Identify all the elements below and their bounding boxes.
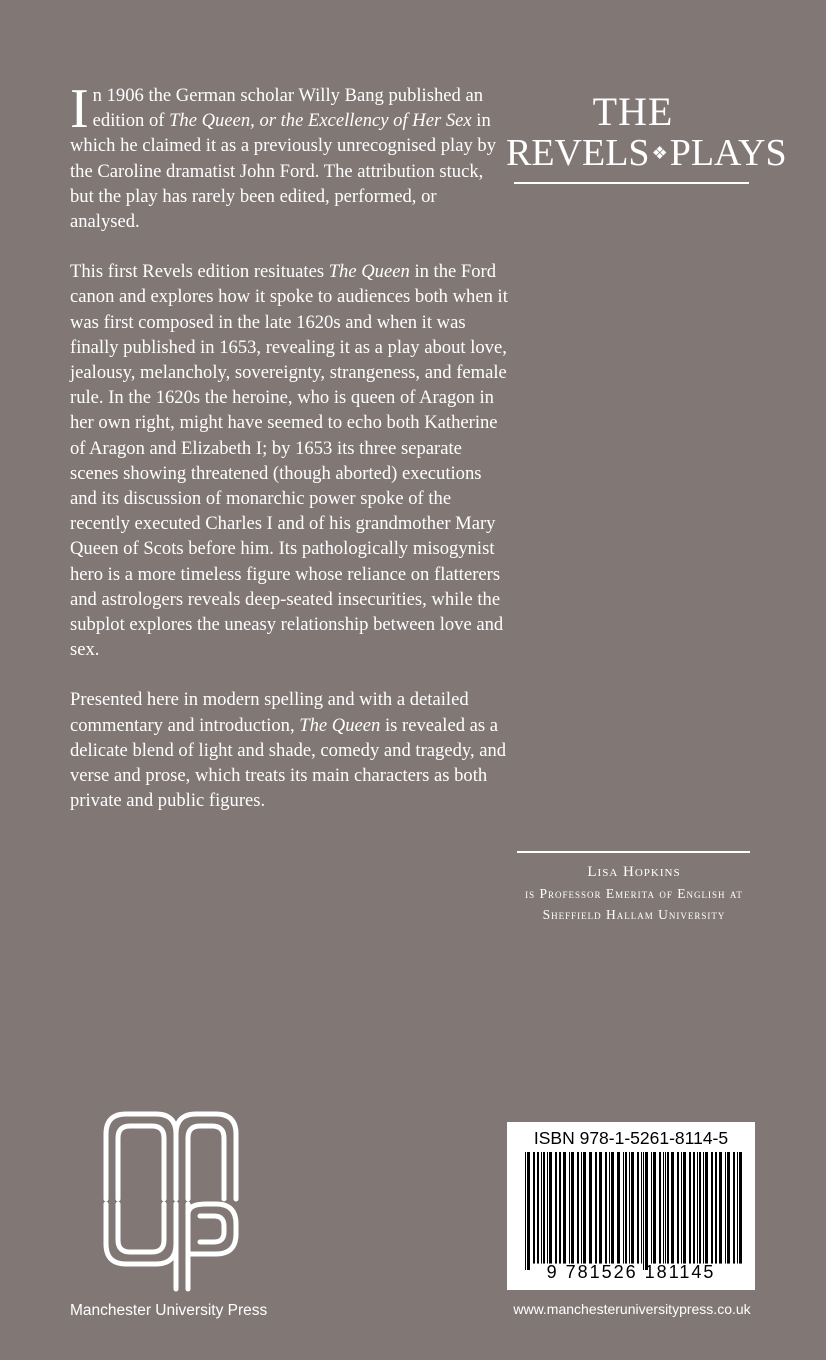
series-logo-rule bbox=[514, 182, 749, 184]
barcode-bar bbox=[599, 1152, 602, 1264]
barcode-bar bbox=[609, 1152, 610, 1264]
blurb-paragraph-1 bbox=[70, 78, 510, 234]
author-name: Lisa Hopkins bbox=[587, 864, 681, 880]
barcode-bar bbox=[549, 1152, 552, 1264]
author-bio-line-1: is Professor Emerita of English at bbox=[525, 886, 743, 901]
barcode-bar bbox=[623, 1152, 624, 1264]
blurb-p2-text-1: This first Revels edition resituates bbox=[70, 261, 329, 283]
barcode-bar bbox=[643, 1152, 644, 1270]
series-logo-line-2 bbox=[506, 132, 787, 177]
barcode-bar bbox=[569, 1152, 570, 1264]
barcode-bar bbox=[645, 1152, 648, 1270]
barcode-bar bbox=[589, 1152, 592, 1264]
barcode-bar bbox=[555, 1152, 557, 1264]
author-bio bbox=[505, 862, 763, 925]
barcode-bar bbox=[595, 1152, 597, 1264]
barcode-bar bbox=[625, 1152, 627, 1264]
barcode-bar bbox=[677, 1152, 679, 1264]
barcode-bar bbox=[727, 1152, 730, 1264]
blurb-p1-text-1: n 1906 the German scholar Willy Bang published an edition of bbox=[92, 85, 483, 132]
barcode-bar bbox=[537, 1152, 539, 1264]
blurb-paragraph-3 bbox=[70, 687, 510, 813]
barcode-bar bbox=[581, 1152, 582, 1264]
barcode-bar bbox=[693, 1152, 695, 1264]
barcode-bar bbox=[705, 1152, 708, 1264]
barcode-bar bbox=[525, 1152, 526, 1270]
blurb-p1-text-2: in which he claimed it as a previously unrecognised play by the Caroline dramatist John Ford. The attribution stuck, but the play has rarely been edited, performed, or analysed. bbox=[70, 110, 496, 233]
barcode-bar bbox=[533, 1152, 535, 1264]
isbn-label: ISBN 978-1-5261-8114-5 bbox=[533, 1128, 729, 1148]
barcode-bar bbox=[683, 1152, 686, 1264]
diamond-ornament-icon: ❖ bbox=[651, 143, 668, 164]
blurb-p2-text-2: in the Ford canon and explores how it spoke to audiences both when it was first composed in the late 1620s and when it was finally published in 1653, revealing it as a play about love, jealousy, melancholy, sovereignty, strangeness, and female rule. In the 1620s the heroine, who is queen of Aragon in her own right, might have seemed to echo both Katherine of Aragon and Elizabeth I; by 1653 its three separate scenes showing threatened (though aborted) executions and its discussion of monarchic power spoke of the recently executed Charles I and of his grandmother Mary Queen of Scots before him. Its pathologically misogynist hero is a more timeless figure whose reliance on flatterers and astrologers reveals deep-seated insecurities, while the subplot explores the uneasy relationship between love and sex. bbox=[70, 261, 508, 661]
barcode-bar bbox=[547, 1152, 548, 1264]
barcode-bar bbox=[737, 1152, 738, 1264]
blurb-p3-text-1: Presented here in modern spelling and with a detailed commentary and introduction, bbox=[70, 689, 469, 736]
barcode-bar bbox=[739, 1152, 742, 1264]
barcode-bar bbox=[571, 1152, 574, 1264]
publisher-website: www.manchesteruniversitypress.co.uk bbox=[513, 1301, 751, 1317]
series-logo-plays: PLAYS bbox=[669, 132, 787, 174]
barcode-bar bbox=[631, 1152, 634, 1264]
barcode-bar bbox=[697, 1152, 698, 1264]
blurb-paragraph-2 bbox=[70, 259, 510, 662]
barcode-bar bbox=[699, 1152, 701, 1264]
barcode-bar bbox=[659, 1152, 661, 1264]
blurb-p3-text-2: is revealed as a delicate blend of light and shade, comedy and tragedy, and verse and prose, which treats its main characters as both private and public figures. bbox=[70, 714, 507, 812]
blurb-p2-title: The Queen bbox=[328, 261, 410, 283]
barcode-bar bbox=[559, 1152, 561, 1264]
author-bio-line-2: Sheffield Hallam University bbox=[542, 907, 726, 922]
barcode-bar bbox=[641, 1152, 642, 1264]
barcode-bar bbox=[541, 1152, 542, 1264]
drop-cap: I bbox=[70, 78, 89, 140]
barcode-bar bbox=[543, 1152, 545, 1264]
barcode-bar bbox=[663, 1152, 664, 1264]
barcode-bar bbox=[671, 1152, 674, 1264]
back-cover-blurb bbox=[70, 78, 510, 838]
barcode-bar bbox=[689, 1152, 691, 1264]
barcode-bar bbox=[651, 1152, 652, 1264]
barcode-bar bbox=[629, 1152, 630, 1264]
series-logo-line-1: THE bbox=[592, 89, 674, 134]
barcode-bar bbox=[583, 1152, 586, 1264]
publisher-name: Manchester University Press bbox=[70, 1302, 268, 1319]
series-logo-revels: REVELS bbox=[506, 132, 650, 174]
blurb-p1-title: The Queen, or the Excellency of Her Sex bbox=[169, 110, 472, 132]
barcode-bars bbox=[521, 1152, 749, 1270]
barcode-bar bbox=[715, 1152, 717, 1264]
barcode-bar bbox=[681, 1152, 682, 1264]
barcode-bar bbox=[719, 1152, 722, 1264]
barcode-bar bbox=[577, 1152, 579, 1264]
mup-logo-icon bbox=[96, 1104, 246, 1294]
barcode-bar bbox=[665, 1152, 666, 1264]
isbn-barcode bbox=[507, 1122, 755, 1290]
barcode-bar bbox=[611, 1152, 614, 1264]
barcode-bar bbox=[653, 1152, 656, 1264]
barcode-bar bbox=[605, 1152, 607, 1264]
barcode-bar bbox=[617, 1152, 620, 1264]
author-rule bbox=[517, 851, 750, 853]
barcode-bar bbox=[637, 1152, 639, 1264]
barcode-bar bbox=[711, 1152, 713, 1264]
barcode-bar bbox=[563, 1152, 566, 1264]
barcode-bar bbox=[733, 1152, 735, 1264]
barcode-bar bbox=[667, 1152, 669, 1264]
revels-plays-series-logo bbox=[506, 89, 787, 177]
barcode-bar bbox=[527, 1152, 530, 1270]
barcode-bar bbox=[703, 1152, 704, 1264]
barcode-bar bbox=[725, 1152, 726, 1264]
blurb-p3-title: The Queen bbox=[299, 714, 381, 736]
barcode-digits: 9 781526 181145 bbox=[546, 1262, 716, 1282]
